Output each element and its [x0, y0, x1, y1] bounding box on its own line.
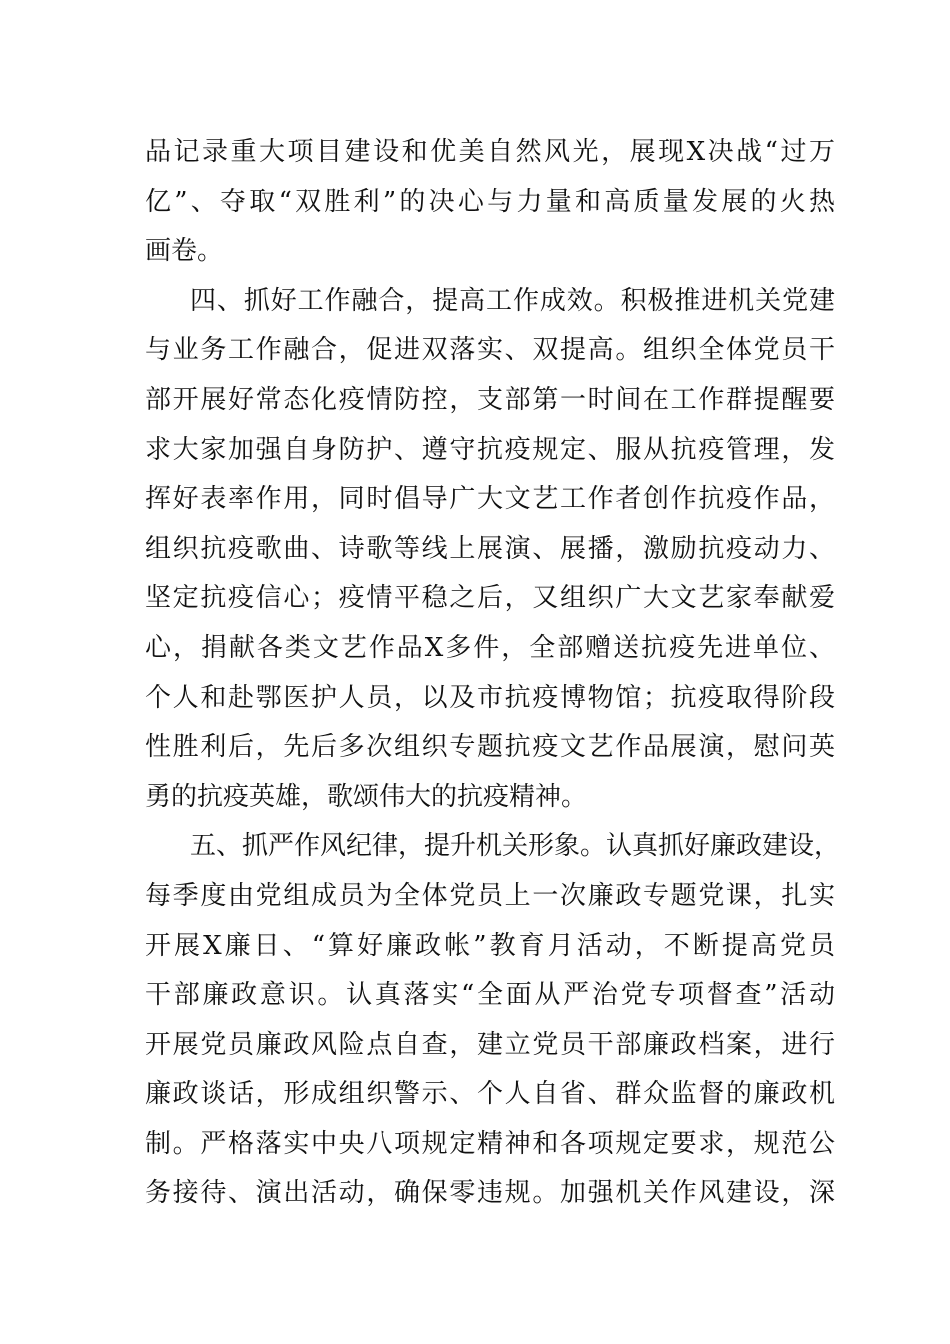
text-line: 与业务工作融合，促进双落实、双提高。组织全体党员干 [145, 335, 835, 366]
text-line: 部开展好常态化疫情防控，支部第一时间在工作群提醒要 [145, 384, 835, 415]
text-line: 制。严格落实中央八项规定精神和各项规定要求，规范公 [145, 1128, 835, 1159]
text-line: 坚定抗疫信心；疫情平稳之后，又组织广大文艺家奉献爱 [145, 583, 835, 614]
text-line: 开展X廉日、“算好廉政帐”教育月活动，不断提高党员 [145, 930, 835, 961]
text-line: 个人和赴鄂医护人员，以及市抗疫博物馆；抗疫取得阶段 [145, 682, 835, 713]
document-body [145, 128, 841, 1219]
text-line: 画卷。 [145, 236, 224, 267]
text-line: 开展党员廉政风险点自查，建立党员干部廉政档案，进行 [145, 1029, 835, 1060]
text-line: 求大家加强自身防护、遵守抗疫规定、服从抗疫管理，发 [145, 434, 835, 465]
text-line: 廉政谈话，形成组织警示、个人自省、群众监督的廉政机 [145, 1079, 835, 1110]
paragraph-start-line: 四、抓好工作融合，提高工作成效。积极推进机关党建 [190, 285, 835, 316]
text-line: 心，捐献各类文艺作品X多件，全部赠送抗疫先进单位、 [145, 632, 835, 663]
text-line: 品记录重大项目建设和优美自然风光，展现X决战“过万 [145, 137, 835, 167]
text-line: 挥好表率作用，同时倡导广大文艺工作者创作抗疫作品， [145, 484, 835, 515]
text-line: 亿”、夺取“双胜利”的决心与力量和高质量发展的火热 [145, 186, 835, 217]
paragraph-start-line: 五、抓严作风纪律，提升机关形象。认真抓好廉政建设， [190, 831, 841, 862]
text-line: 干部廉政意识。认真落实“全面从严治党专项督查”活动 [145, 980, 835, 1011]
text-line: 性胜利后，先后多次组织专题抗疫文艺作品展演，慰问英 [145, 732, 835, 763]
text-line: 勇的抗疫英雄，歌颂伟大的抗疫精神。 [145, 781, 588, 812]
text-line: 务接待、演出活动，确保零违规。加强机关作风建设，深 [145, 1178, 835, 1209]
text-line: 组织抗疫歌曲、诗歌等线上展演、展播，激励抗疫动力、 [145, 533, 835, 564]
text-line: 每季度由党组成员为全体党员上一次廉政专题党课，扎实 [145, 880, 835, 911]
